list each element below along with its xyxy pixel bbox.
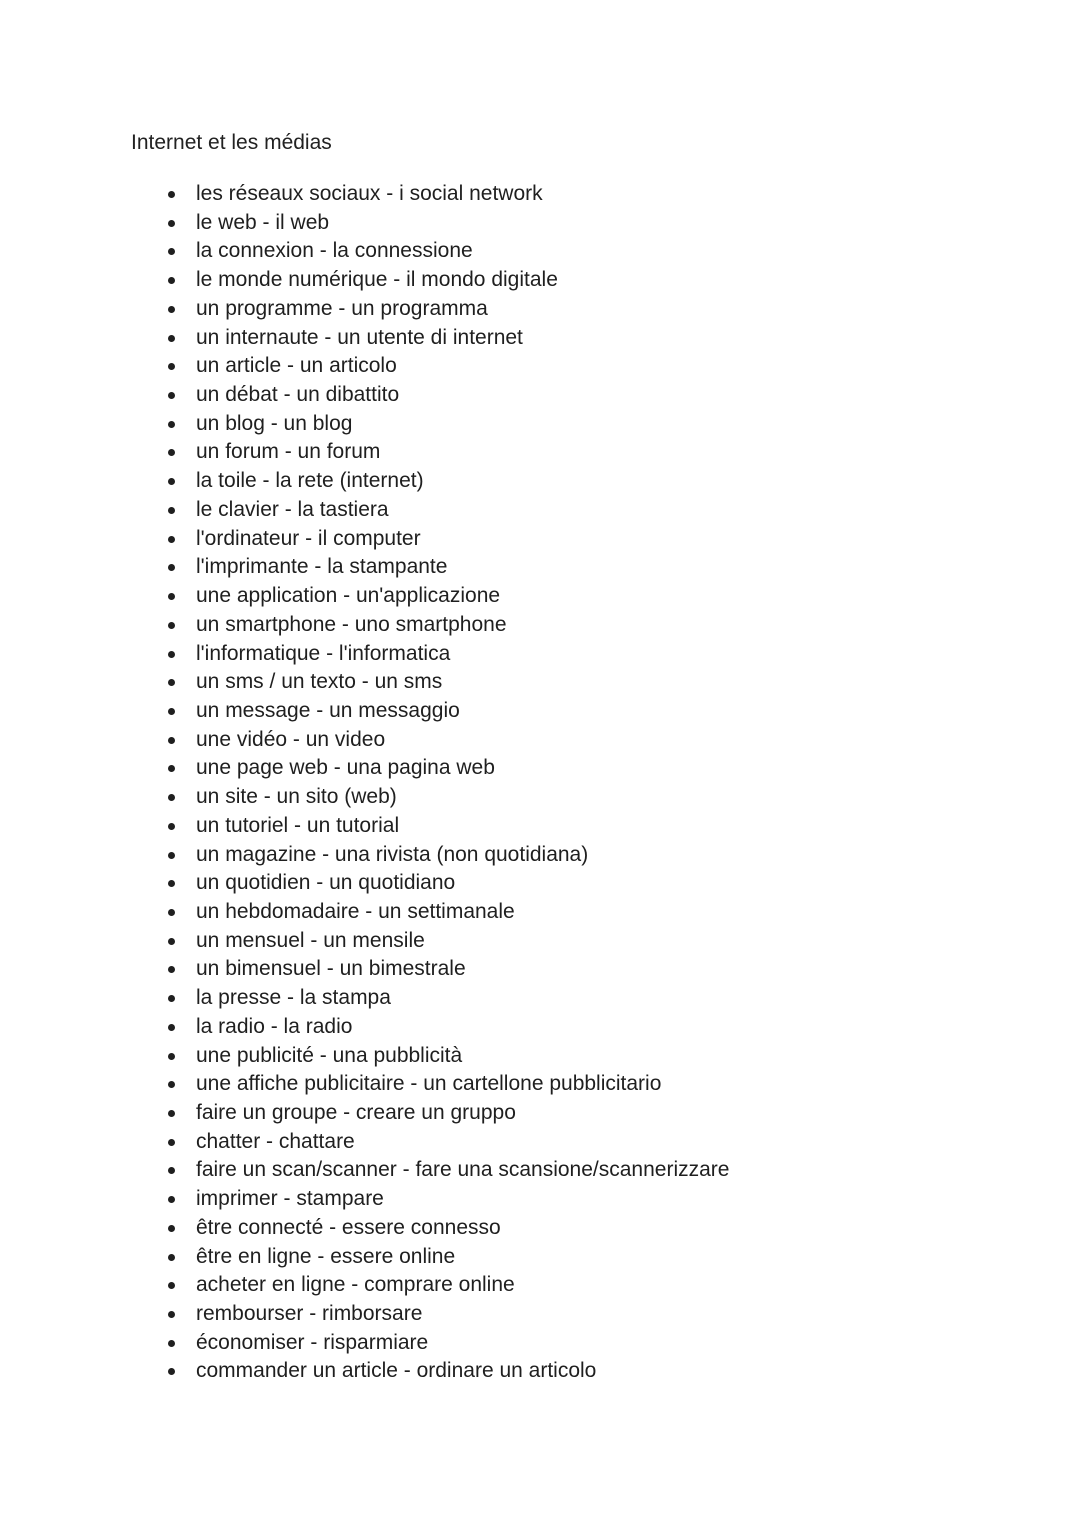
list-item: [165, 1013, 729, 1042]
list-item: [165, 553, 729, 582]
list-item: [165, 266, 729, 295]
list-item-text: un tutoriel - un tutorial: [196, 813, 400, 837]
list-item: [165, 984, 729, 1013]
list-item-text: un mensuel - un mensile: [196, 928, 425, 952]
list-item-text: la radio - la radio: [196, 1014, 353, 1038]
bullet-icon: [168, 1024, 175, 1031]
list-item-text: un sms / un texto - un sms: [196, 670, 443, 694]
list-item: [165, 1243, 729, 1272]
list-item-text: chatter - chattare: [196, 1129, 355, 1153]
list-item: [165, 410, 729, 439]
list-item: [165, 668, 729, 697]
bullet-icon: [168, 363, 175, 370]
list-item: [165, 1271, 729, 1300]
list-item-text: un hebdomadaire - un settimanale: [196, 899, 515, 923]
bullet-icon: [168, 1167, 175, 1174]
list-item-text: l'imprimante - la stampante: [196, 555, 448, 579]
bullet-icon: [168, 1254, 175, 1261]
list-item-text: acheter en ligne - comprare online: [196, 1273, 515, 1297]
bullet-icon: [168, 248, 175, 255]
bullet-icon: [168, 765, 175, 772]
bullet-icon: [168, 708, 175, 715]
list-item-text: un message - un messaggio: [196, 698, 460, 722]
list-item: [165, 209, 729, 238]
bullet-icon: [168, 938, 175, 945]
bullet-icon: [168, 1196, 175, 1203]
list-item-text: rembourser - rimborsare: [196, 1302, 423, 1326]
bullet-icon: [168, 335, 175, 342]
list-item: [165, 869, 729, 898]
list-item-text: un programme - un programma: [196, 296, 488, 320]
list-item-text: la presse - la stampa: [196, 986, 391, 1010]
bullet-icon: [168, 507, 175, 514]
list-item: [165, 1070, 729, 1099]
bullet-icon: [168, 593, 175, 600]
list-item: [165, 1300, 729, 1329]
bullet-icon: [168, 909, 175, 916]
list-item: [165, 1099, 729, 1128]
list-item-text: un blog - un blog: [196, 411, 353, 435]
bullet-icon: [168, 277, 175, 284]
bullet-icon: [168, 651, 175, 658]
bullet-icon: [168, 823, 175, 830]
list-item: [165, 582, 729, 611]
list-item-text: le monde numérique - il mondo digitale: [196, 268, 558, 292]
list-item: [165, 496, 729, 525]
list-item: [165, 812, 729, 841]
list-item: [165, 611, 729, 640]
list-item-text: une publicité - una pubblicità: [196, 1043, 463, 1067]
bullet-icon: [168, 536, 175, 543]
bullet-icon: [168, 852, 175, 859]
list-item-text: l'ordinateur - il computer: [196, 526, 421, 550]
bullet-icon: [168, 880, 175, 887]
list-item-text: un smartphone - uno smartphone: [196, 612, 507, 636]
list-item-text: imprimer - stampare: [196, 1187, 384, 1211]
list-item: [165, 841, 729, 870]
list-item: [165, 1329, 729, 1358]
list-item-text: un forum - un forum: [196, 440, 381, 464]
list-item: [165, 783, 729, 812]
bullet-icon: [168, 1368, 175, 1375]
list-item: [165, 438, 729, 467]
bullet-icon: [168, 1110, 175, 1117]
list-item-text: un article - un articolo: [196, 354, 397, 378]
bullet-icon: [168, 1139, 175, 1146]
list-item-text: un magazine - una rivista (non quotidiana): [196, 842, 589, 866]
list-item: [165, 1128, 729, 1157]
list-item-text: le clavier - la tastiera: [196, 497, 389, 521]
list-item-text: un bimensuel - un bimestrale: [196, 957, 466, 981]
bullet-icon: [168, 449, 175, 456]
list-item: [165, 955, 729, 984]
list-item-text: faire un scan/scanner - fare una scansione/scannerizzare: [196, 1158, 730, 1182]
bullet-icon: [168, 679, 175, 686]
list-item-text: une affiche publicitaire - un cartellone pubblicitario: [196, 1072, 662, 1096]
list-item: [165, 352, 729, 381]
list-item: [165, 1042, 729, 1071]
list-item-text: une page web - una pagina web: [196, 756, 495, 780]
list-item: [165, 1185, 729, 1214]
list-item: [165, 1357, 729, 1386]
list-item: [165, 726, 729, 755]
bullet-icon: [168, 478, 175, 485]
bullet-icon: [168, 1053, 175, 1060]
list-item-text: économiser - risparmiare: [196, 1330, 429, 1354]
list-item: [165, 295, 729, 324]
list-item: [165, 237, 729, 266]
list-item-text: une vidéo - un video: [196, 727, 386, 751]
list-item: [165, 697, 729, 726]
list-item-text: le web - il web: [196, 210, 330, 234]
bullet-icon: [168, 1225, 175, 1232]
bullet-icon: [168, 622, 175, 629]
vocabulary-list: [165, 180, 729, 1386]
list-item-text: les réseaux sociaux - i social network: [196, 182, 543, 205]
bullet-icon: [168, 737, 175, 744]
list-item: [165, 1214, 729, 1243]
page-title: Internet et les médias: [131, 131, 332, 154]
bullet-icon: [168, 392, 175, 399]
list-item: [165, 381, 729, 410]
list-item-text: un débat - un dibattito: [196, 383, 400, 407]
list-item: [165, 180, 729, 209]
list-item-text: la connexion - la connessione: [196, 239, 473, 263]
list-item-text: commander un article - ordinare un articolo: [196, 1359, 597, 1383]
list-item: [165, 324, 729, 353]
list-item: [165, 1156, 729, 1185]
list-item-text: la toile - la rete (internet): [196, 469, 424, 493]
bullet-icon: [168, 306, 175, 313]
bullet-icon: [168, 421, 175, 428]
bullet-icon: [168, 966, 175, 973]
list-item: [165, 898, 729, 927]
bullet-icon: [168, 1311, 175, 1318]
list-item-text: un internaute - un utente di internet: [196, 325, 523, 349]
list-item: [165, 927, 729, 956]
list-item-text: l'informatique - l'informatica: [196, 641, 451, 665]
list-item: [165, 525, 729, 554]
list-item-text: un site - un sito (web): [196, 785, 397, 809]
list-item: [165, 640, 729, 669]
bullet-icon: [168, 995, 175, 1002]
bullet-icon: [168, 1340, 175, 1347]
list-item-text: un quotidien - un quotidiano: [196, 871, 456, 895]
list-item-text: être connecté - essere connesso: [196, 1215, 501, 1239]
bullet-icon: [168, 1282, 175, 1289]
bullet-icon: [168, 1081, 175, 1088]
list-item: [165, 467, 729, 496]
bullet-icon: [168, 564, 175, 571]
bullet-icon: [168, 794, 175, 801]
bullet-icon: [168, 191, 175, 198]
list-item-text: faire un groupe - creare un gruppo: [196, 1101, 516, 1124]
list-item-text: une application - un'applicazione: [196, 584, 501, 608]
list-item: [165, 754, 729, 783]
bullet-icon: [168, 220, 175, 227]
list-item-text: être en ligne - essere online: [196, 1244, 456, 1268]
